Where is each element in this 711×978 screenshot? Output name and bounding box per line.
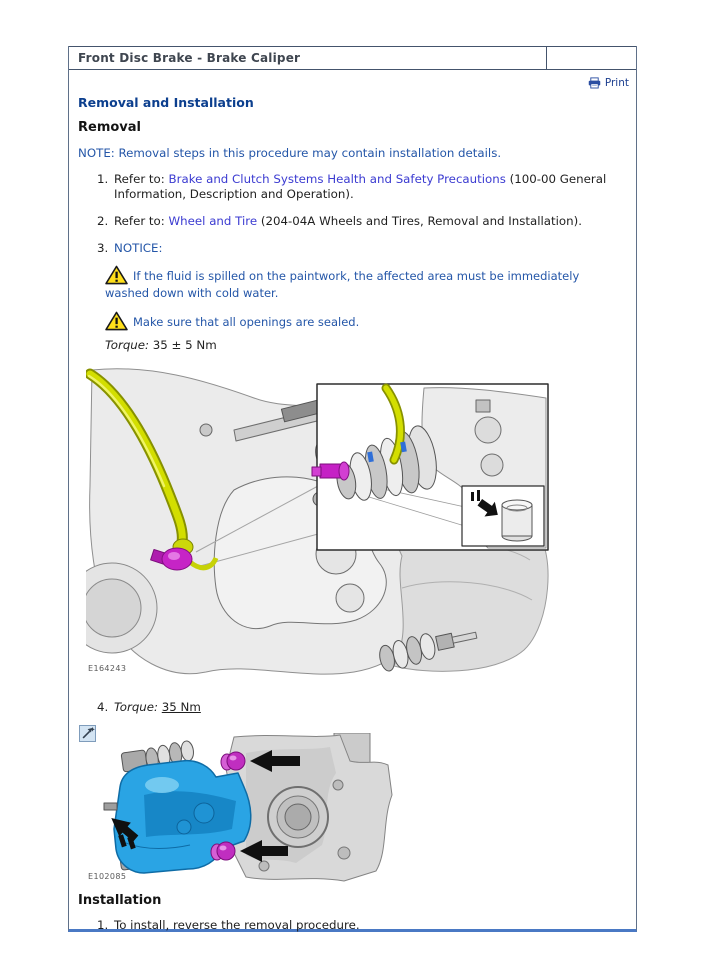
installation-step-1: [78, 918, 636, 933]
print-row: [69, 70, 636, 89]
warning-1: [105, 265, 627, 302]
step-3-text: [114, 241, 162, 256]
title-bar: [69, 46, 636, 70]
step-4-torque-value: 35 Nm: [161, 700, 201, 715]
installation-heading: Installation: [78, 893, 162, 909]
print-link[interactable]: [588, 77, 629, 89]
step-2-prefix: Refer to:: [114, 214, 169, 229]
step-2-number: 2.: [97, 214, 109, 229]
printer-icon: [588, 77, 601, 89]
link-brake-clutch-safety-precautions[interactable]: Brake and Clutch Systems Health and Safety Precautions: [168, 172, 506, 186]
note-text: NOTE: Removal steps in this procedure may contain installation details.: [78, 146, 502, 160]
warning-triangle-icon: [105, 265, 128, 285]
step-4-text: [114, 700, 201, 715]
page-title: Front Disc Brake - Brake Caliper: [78, 51, 301, 65]
torque-note: [105, 338, 636, 352]
step-1: [78, 172, 636, 202]
step-3: [78, 241, 636, 256]
step-1-suffix: (100-00 General Information, Description and Operation).: [114, 172, 607, 202]
torque-label: Torque:: [105, 338, 150, 353]
step-4-torque-label: Torque:: [114, 700, 159, 715]
step-1-prefix: Refer to:: [114, 172, 169, 186]
warning-2: [105, 311, 627, 331]
figure-2-block: [78, 725, 636, 885]
title-bar-right-cell: [546, 47, 636, 69]
figure-1-illustration: [86, 368, 556, 678]
step-1-number: 1.: [97, 172, 109, 186]
step-1-text: [114, 172, 619, 202]
figure-1-code: E164243: [88, 664, 127, 674]
content-frame: [68, 46, 637, 932]
print-label: Print: [604, 77, 629, 89]
warning-triangle-icon: [105, 311, 128, 331]
step-2-text: [114, 214, 582, 229]
warning-1-text: If the fluid is spilled on the paintwork, the affected area must be immediately washed down with cold water.: [105, 269, 580, 301]
page-content: [69, 95, 636, 933]
step-2-suffix: (204-04A Wheels and Tires, Removal and Installation).: [257, 214, 582, 229]
figure-brake-hose-banjo-bolt: [86, 368, 556, 678]
figure-2-illustration: [86, 733, 396, 883]
step-4: [78, 700, 636, 715]
figure-2-code: E102085: [88, 872, 127, 882]
installation-step-1-text: To install, reverse the removal procedure.: [114, 918, 360, 933]
notice-label: NOTICE:: [114, 241, 163, 256]
section-heading: Removal and Installation: [78, 95, 254, 110]
step-3-number: 3.: [97, 241, 109, 256]
installation-step-1-number: 1.: [97, 918, 109, 933]
figure-brake-caliper-bolts: [86, 733, 396, 883]
warning-2-text: Make sure that all openings are sealed.: [133, 315, 360, 330]
step-4-number: 4.: [97, 700, 109, 715]
removal-heading: Removal: [78, 120, 142, 135]
step-2: [78, 214, 636, 229]
torque-value: 35 ± 5 Nm: [152, 338, 217, 353]
link-wheel-and-tire[interactable]: Wheel and Tire: [168, 214, 258, 229]
